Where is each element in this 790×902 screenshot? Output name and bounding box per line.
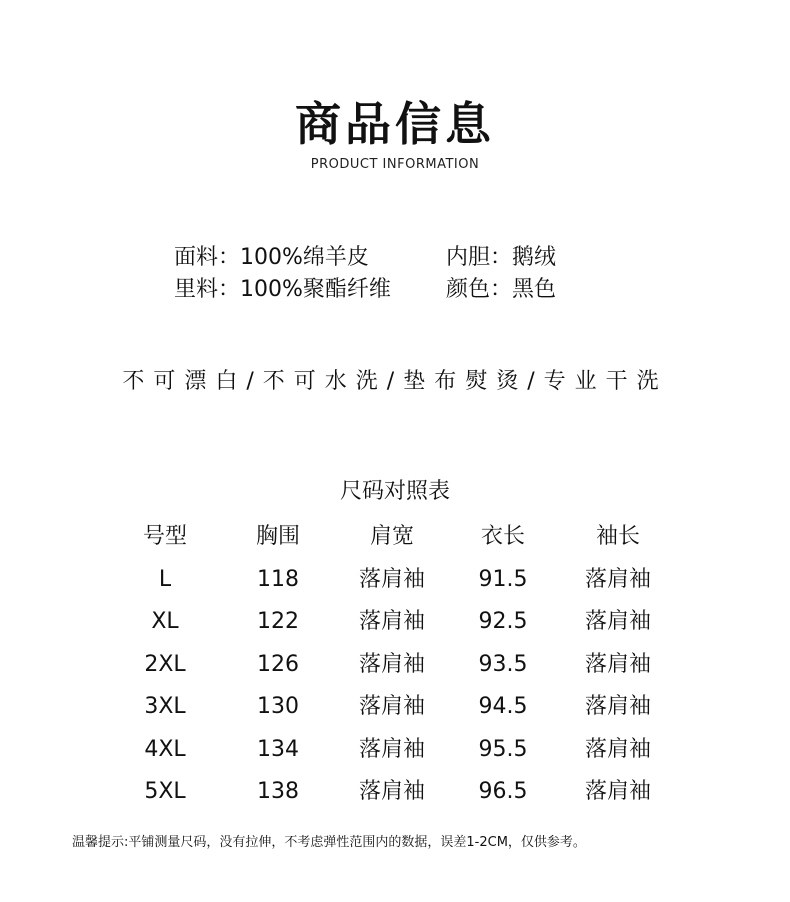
table-cell: 118 <box>257 566 299 592</box>
table-row <box>0 559 790 602</box>
header-cell: 袖长 <box>595 524 640 549</box>
table-cell: 落肩袖 <box>584 779 651 804</box>
table-cell: 92.5 <box>478 609 528 634</box>
size-chart-table <box>0 516 790 814</box>
header-cell: 肩宽 <box>369 524 414 549</box>
table-cell: 96.5 <box>478 779 528 804</box>
header-cell: 号型 <box>142 524 187 549</box>
table-cell: 2XL <box>144 651 186 677</box>
table-row <box>0 729 790 772</box>
care-instructions: 不可漂白/不可水洗/垫布熨烫/专业干洗 <box>122 369 668 394</box>
size-chart-title: 尺码对照表 <box>339 479 450 504</box>
table-cell: 落肩袖 <box>584 609 651 634</box>
table-cell: 126 <box>257 651 299 677</box>
material-info <box>174 242 654 306</box>
table-cell: 落肩袖 <box>358 736 425 762</box>
table-row <box>0 771 790 814</box>
page-subtitle: PRODUCT INFORMATION <box>310 157 480 172</box>
filling-label: 内胆：鹅绒 <box>446 245 557 270</box>
header-cell: 衣长 <box>480 524 525 549</box>
material-row <box>174 242 654 274</box>
table-row <box>0 686 790 729</box>
table-cell: 138 <box>257 779 299 804</box>
measurement-note: 温馨提示:平铺测量尺码，没有拉伸，不考虑弹性范围内的数据，误差1-2CM，仅供参考。 <box>72 835 586 850</box>
table-cell: 130 <box>257 694 299 719</box>
page-title: 商品信息 <box>295 97 495 151</box>
table-cell: XL <box>151 609 179 634</box>
table-cell: 5XL <box>144 779 186 804</box>
table-cell: 93.5 <box>478 651 528 677</box>
table-cell: 落肩袖 <box>358 779 425 804</box>
table-cell: 94.5 <box>478 694 528 719</box>
table-cell: 落肩袖 <box>584 651 651 677</box>
table-row <box>0 644 790 687</box>
fabric-label: 面料：100%绵羊皮 <box>174 245 369 270</box>
table-row <box>0 601 790 644</box>
table-cell: 落肩袖 <box>584 566 651 592</box>
material-row <box>174 274 654 306</box>
table-cell: 落肩袖 <box>358 609 425 634</box>
table-cell: 落肩袖 <box>358 651 425 677</box>
table-cell: 落肩袖 <box>584 694 651 719</box>
table-cell: 122 <box>257 609 299 634</box>
table-cell: 落肩袖 <box>358 694 425 719</box>
table-cell: 134 <box>257 736 299 762</box>
table-cell: 落肩袖 <box>358 566 425 592</box>
lining-label: 里料：100%聚酯纤维 <box>174 277 391 302</box>
table-cell: 91.5 <box>478 566 528 592</box>
size-chart-header-row <box>0 516 790 559</box>
table-cell: 95.5 <box>478 736 528 762</box>
table-cell: 4XL <box>144 736 186 762</box>
table-cell: L <box>158 566 172 592</box>
table-cell: 落肩袖 <box>584 736 651 762</box>
color-label: 颜色：黑色 <box>446 277 557 302</box>
table-cell: 3XL <box>144 694 186 719</box>
header-cell: 胸围 <box>255 524 300 549</box>
